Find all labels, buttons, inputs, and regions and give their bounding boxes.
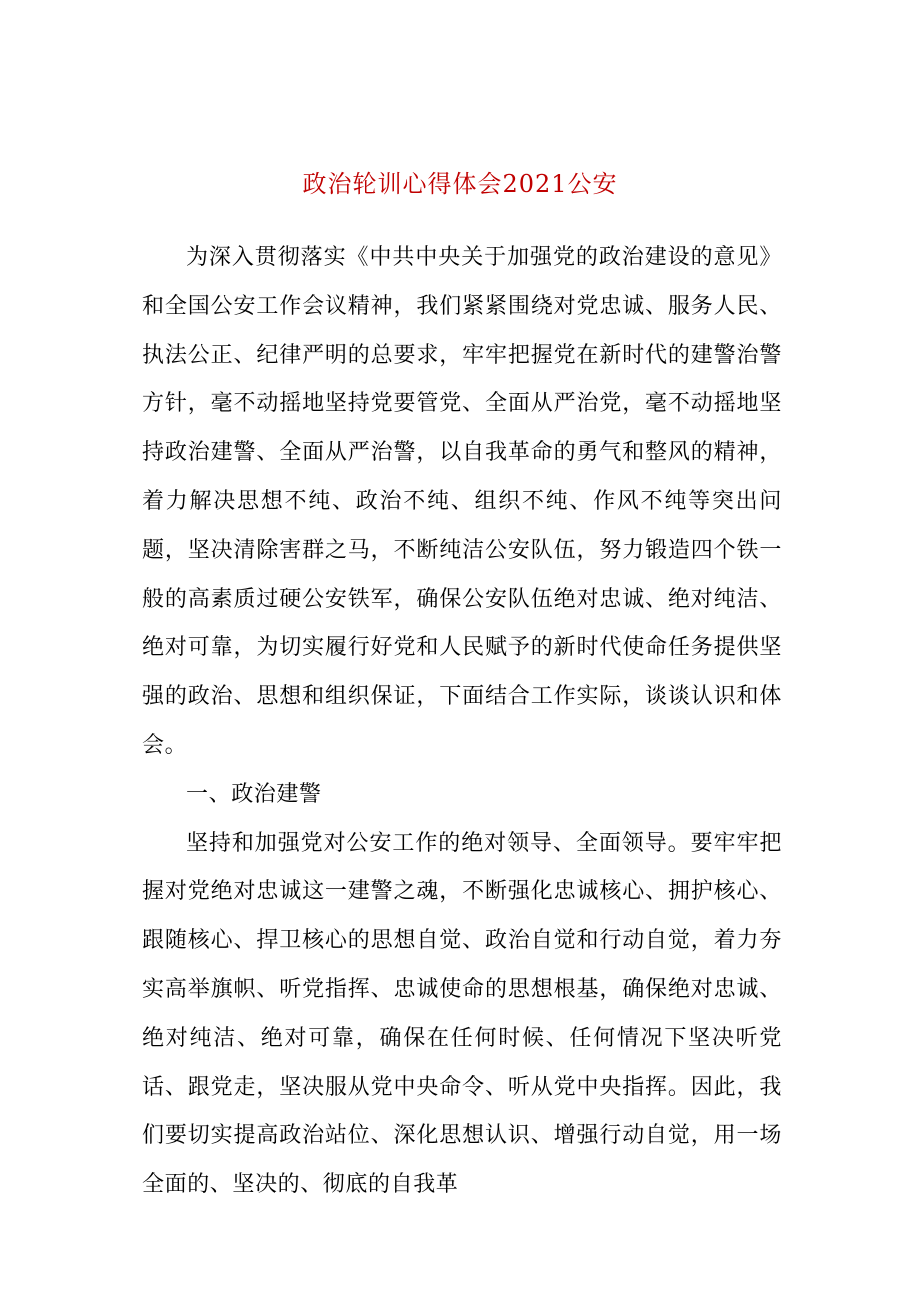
document-body — [142, 234, 782, 1210]
section-heading: 一、政治建警 — [186, 781, 322, 807]
document-title: 政治轮训心得体会2021公安 — [302, 170, 618, 198]
intro-paragraph: 为深入贯彻落实《中共中央关于加强党的政治建设的意见》和全国公安工作会议精神，我们紧紧围绕对党忠诚、服务人民、执法公正、纪律严明的总要求，牢牢把握党在新时代的建警治警方针，毫不动摇地坚持党要管党、全面从严治党，毫不动摇地坚持政治建警、全面从严治警，以自我革命的勇气和整风的精神，着力解决思想不纯、政治不纯、组织不纯、作风不纯等突出问题，坚决清除害群之马，不断纯洁公安队伍，努力锻造四个铁一般的高素质过硬公安铁军，确保公安队伍绝对忠诚、绝对纯洁、绝对可靠，为切实履行好党和人民赋予的新时代使命任务提供坚强的政治、思想和组织保证，下面结合工作实际，谈谈认识和体会。 — [142, 245, 782, 758]
section-paragraph: 坚持和加强党对公安工作的绝对领导、全面领导。要牢牢把握对党绝对忠诚这一建警之魂，不断强化忠诚核心、拥护核心、跟随核心、捍卫核心的思想自觉、政治自觉和行动自觉，着力夯实高举旗帜、听党指挥、忠诚使命的思想根基，确保绝对忠诚、绝对纯洁、绝对可靠，确保在任何时候、任何情况下坚决听党话、跟党走，坚决服从党中央命令、听从党中央指挥。因此，我们要切实提高政治站位、深化思想认识、增强行动自觉，用一场全面的、坚决的、彻底的自我革 — [142, 830, 782, 1198]
